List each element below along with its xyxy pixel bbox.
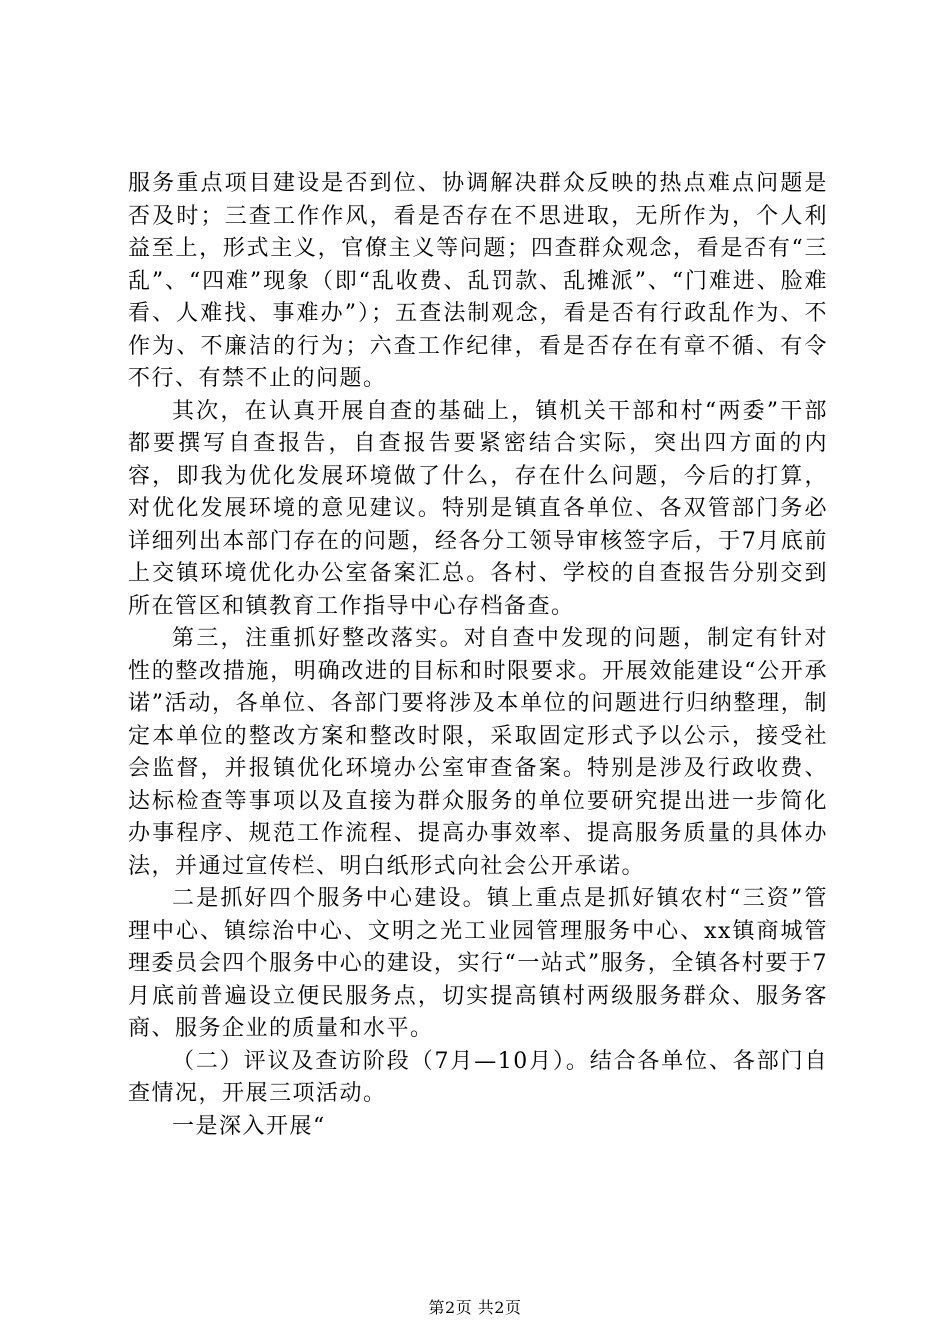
document-body [128,168,828,1143]
paragraph-review-phase: （二）评议及查访阶段（7月—10月）。结合各单位、各部门自查情况，开展三项活动。 [128,1048,828,1106]
page-number-footer: 第2页 共2页 [428,1298,522,1317]
paragraph-service-centers: 二是抓好四个服务中心建设。镇上重点是抓好镇农村“三资”管理中心、镇综治中心、文明之光工业园管理服务中心、xx镇商城管理委员会四个服务中心的建设，实行“一站式”服务，全镇各村要于7月底前普遍设立便民服务点，切实提高镇村两级服务群众、服务客商、服务企业的质量和水平。 [128,886,828,1041]
paragraph-second-step: 其次，在认真开展自查的基础上，镇机关干部和村“两委”干部都要撰写自查报告，自查报告要紧密结合实际，突出四方面的内容，即我为优化发展环境做了什么，存在什么问题，今后的打算，对优化发展环境的意见建议。特别是镇直各单位、各双管部门务必详细列出本部门存在的问题，经各分工领导审核签字后，于7月底前上交镇环境优化办公室备案汇总。各村、学校的自查报告分别交到所在管区和镇教育工作指导中心存档备查。 [128,398,828,619]
paragraph-truncated: 一是深入开展“ [172,1113,326,1139]
paragraph-third-step: 第三，注重抓好整改落实。对自查中发现的问题，制定有针对性的整改措施，明确改进的目标和时限要求。开展效能建设“公开承诺”活动，各单位、各部门要将涉及本单位的问题进行归纳整理，制定本单位的整改方案和整改时限，采取固定形式予以公示，接受社会监督，并报镇优化环境办公室审查备案。特别是涉及行政收费、达标检查等事项以及直接为群众服务的单位要研究提出进一步简化办事程序、规范工作流程、提高办事效率、提高服务质量的具体办法，并通过宣传栏、明白纸形式向社会公开承诺。 [128,626,828,879]
paragraph-continuation: 服务重点项目建设是否到位、协调解决群众反映的热点难点问题是否及时；三查工作作风，看是否存在不思进取，无所作为，个人利益至上，形式主义，官僚主义等问题；四查群众观念，看是否有“三乱”、“四难”现象（即“乱收费、乱罚款、乱摊派”、“门难进、脸难看、人难找、事难办”）；五查法制观念，看是否有行政乱作为、不作为、不廉洁的行为；六查工作纪律，看是否存在有章不循、有令不行、有禁不止的问题。 [128,171,829,391]
